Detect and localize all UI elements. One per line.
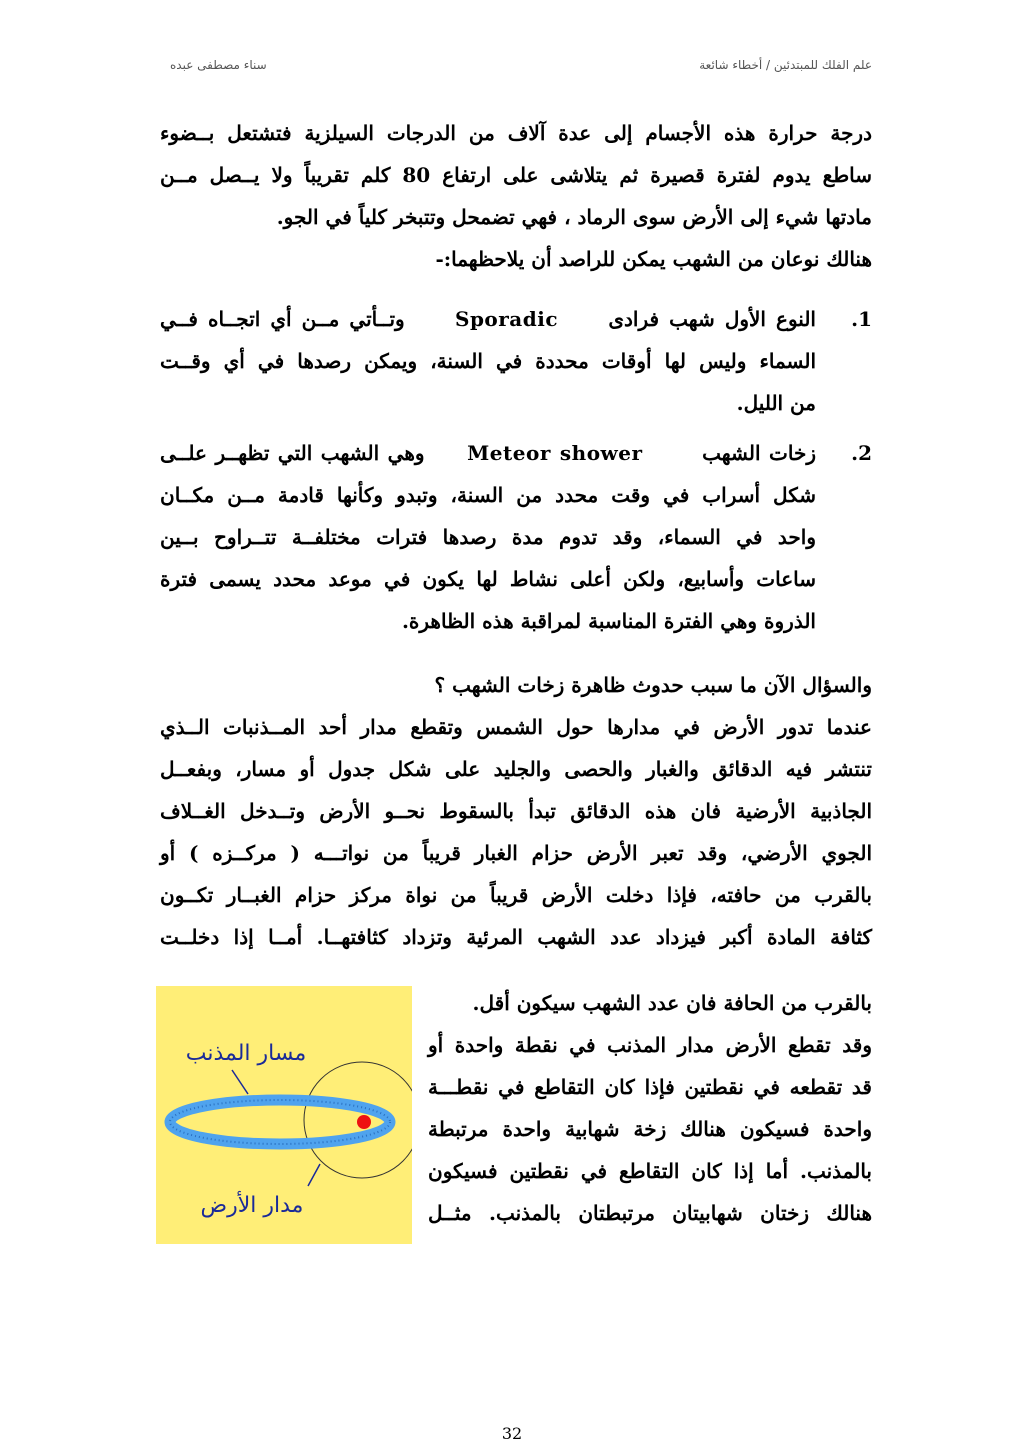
orbit-diagram <box>156 986 412 1244</box>
question-line <box>160 664 872 706</box>
text-line: هنالك زختان شهابيتان مرتبطتان بالمذنب. مثــل <box>428 1201 872 1225</box>
item-text-pre: النوع الأول شهب فرادى <box>608 307 816 331</box>
text-line: الجاذبية الأرضية فان هذه الدقائق تبدأ بالسقوط نحــو الأرض وتــدخل الغــلاف <box>160 799 872 823</box>
item-text-post: وتــأتي مــن أي اتجــاه فــي <box>160 307 405 331</box>
text-line: وقد تقطع الأرض مدار المذنب في نقطة واحدة أو <box>428 1033 872 1057</box>
text-line: درجة حرارة هذه الأجسام إلى عدة آلاف من الدرجات السيلزية فتشتعل بــضوء <box>160 121 872 145</box>
text-line: كثافة المادة أكبر فيزداد عدد الشهب المرئية وتزداد كثافتهــا. أمــا إذا دخلــت <box>160 925 872 949</box>
text-line: بالقرب من حافته، فإذا دخلت الأرض قريباً من نواة مركز حزام الغبــار تكــون <box>160 883 872 907</box>
text-line: تنتشر فيه الدقائق والغبار والحصى والجليد على شكل جدول أو مسار، وبفعــل <box>160 757 872 781</box>
text-line: من الليل. <box>736 391 816 415</box>
term-meteor-shower: Meteor shower <box>467 441 643 465</box>
list-item-first-line <box>160 432 816 474</box>
text-line: واحد في السماء، وقد تدوم مدة رصدها فترات مختلفــة تتــراوح بــين <box>160 525 816 549</box>
text-line: ساطع يدوم لفترة قصيرة ثم يتلاشى على ارتفاع 80 كلم تقريباً ولا يــصل مــن <box>160 163 872 187</box>
text-line: هنالك نوعان من الشهب يمكن للراصد أن يلاحظهما:- <box>435 247 872 271</box>
page-number: 32 <box>501 1424 523 1443</box>
label-earth-orbit: مدار الأرض <box>200 1193 304 1218</box>
item-text-pre: زخات الشهب <box>702 441 816 465</box>
item-text-post: وهي الشهب التي تظهــر علــى <box>160 441 425 465</box>
label-comet-path: مسار المذنب <box>185 1041 307 1066</box>
list-number: 1. <box>851 307 872 331</box>
text-line: مادتها شيء إلى الأرض سوى الرماد ، فهي تضمحل وتتبخر كلياً في الجو. <box>276 205 872 229</box>
header-book-title: علم الفلك للمبتدئين / أخطاء شائعة <box>699 58 872 72</box>
text-line: الذروة وهي الفترة المناسبة لمراقبة هذه الظاهرة. <box>401 609 816 633</box>
term-sporadic: Sporadic <box>455 307 559 331</box>
list-item-first-line <box>160 298 816 340</box>
text-line: واحدة فسيكون هنالك زخة شهابية واحدة مرتبطة <box>428 1117 872 1141</box>
intro-paragraph <box>160 112 872 280</box>
text-line: الجوي الأرضي، وقد تعبر الأرض حزام الغبار قريباً من نواتـــه ( مركــزه ) أو <box>160 841 872 865</box>
page-header <box>160 58 872 82</box>
question-text: والسؤال الآن ما سبب حدوث ظاهرة زخات الشهب ؟ <box>434 673 872 697</box>
list-item <box>160 432 872 642</box>
text-line: ساعات وأسابيع، ولكن أعلى نشاط لها يكون في موعد محدد يسمى فترة <box>160 567 816 591</box>
text-line: السماء وليس لها أوقات محددة في السنة، ويمكن رصدها في أي وقــت <box>160 349 816 373</box>
text-line: عندما تدور الأرض في مدارها حول الشمس وتقطع مدار أحد المــذنبات الــذي <box>160 715 872 739</box>
orbit-diagram-svg <box>156 986 412 1244</box>
text-line: قد تقطعه في نقطتين فإذا كان التقاطع في نقطـــة <box>428 1075 872 1099</box>
body-paragraph <box>160 706 872 958</box>
text-line: بالمذنب. أما إذا كان التقاطع في نقطتين فسيكون <box>428 1159 872 1183</box>
text-line: شكل أسراب في وقت محدد من السنة، وتبدو وكأنها قادمة مــن مكــان <box>160 483 816 507</box>
header-author: سناء مصطفى عبده <box>170 58 267 72</box>
text-line: بالقرب من الحافة فان عدد الشهب سيكون أقل. <box>472 991 872 1015</box>
side-paragraph <box>428 982 872 1234</box>
list-item <box>160 298 872 424</box>
earth-dot <box>357 1115 371 1129</box>
list-number: 2. <box>851 441 872 465</box>
